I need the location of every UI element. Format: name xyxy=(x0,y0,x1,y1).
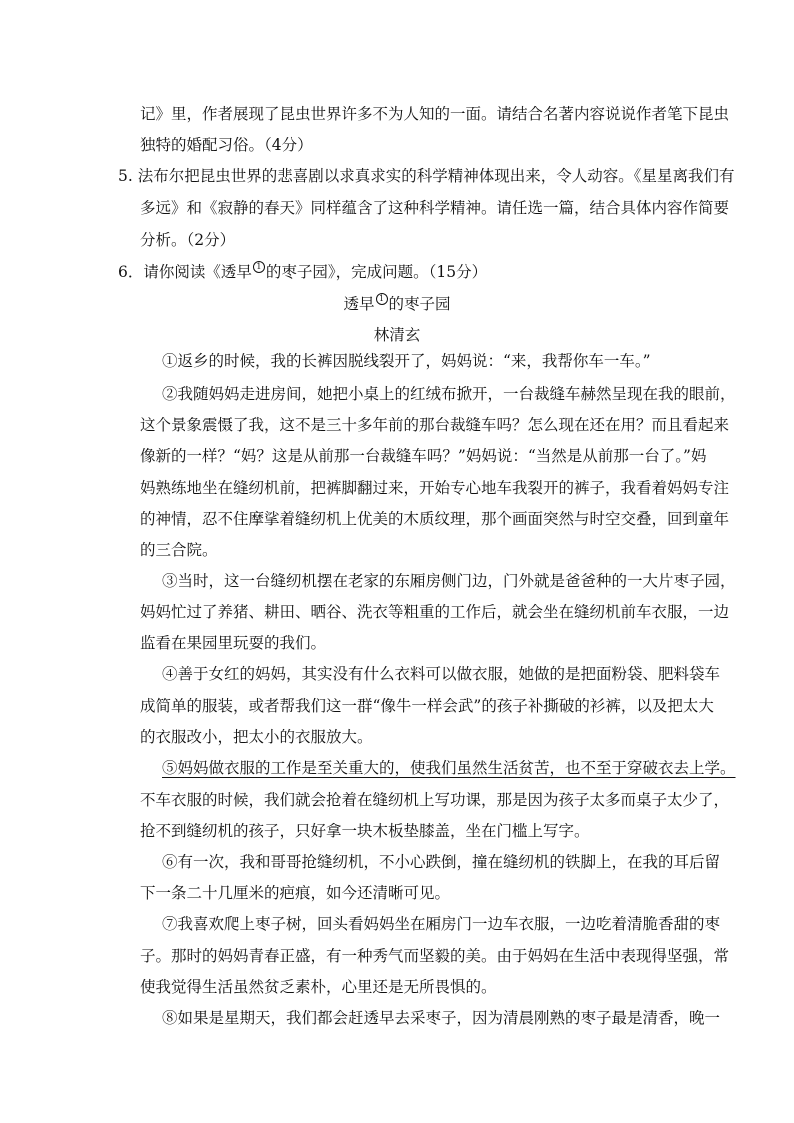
title-text-before: 透早 xyxy=(343,295,375,313)
para-2-line-1: ②我随妈妈走进房间，她把小桌上的红绒布掀开，一台裁缝车赫然呈现在我的眼前， xyxy=(162,385,736,403)
para-8-line-1: ⑧如果是星期天，我们都会赶透早去采枣子，因为清晨刚熟的枣子最是清香，晚一 xyxy=(162,1009,721,1027)
q5-line-3: 分析。（2分） xyxy=(140,231,236,249)
para-7-line-2: 子。那时的妈妈青春正盛，有一种秀气而坚毅的美。由于妈妈在生活中表现得坚强，常 xyxy=(140,947,730,965)
q4-line-2: 独特的婚配习俗。（4分） xyxy=(140,136,313,154)
q4-line-1: 记》里，作者展现了昆虫世界许多不为人知的一面。请结合名著内容说说作者笔下昆虫 xyxy=(140,105,730,123)
para-2-line-4: 妈熟练地坐在缝纫机前，把裤脚翻过来，开始专心地车我裂开的裤子，我看着妈妈专注 xyxy=(140,479,730,497)
article-author: 林清玄 xyxy=(373,326,421,344)
para-1-line-1: ①返乡的时候，我的长裤因脱线裂开了，妈妈说：“来，我帮你车一车。” xyxy=(162,352,651,370)
para-5-underlined-sentence: ⑤妈妈做衣服的工作是至关重大的，使我们虽然生活贫苦，也不至于穿破衣去上学。 xyxy=(162,759,736,777)
para-4-line-3: 的衣服改小，把太小的衣服放大。 xyxy=(140,728,373,746)
para-2-line-3: 像新的一样？“妈？这是从前那一台裁缝车吗？”妈妈说：“当然是从前那一台了。”妈 xyxy=(140,447,707,465)
q6-text-after: 的枣子园》，完成问题。（15分） xyxy=(265,263,488,281)
para-2-line-2: 这个景象震慑了我，这不是三十多年前的那台裁缝车吗？怎么现在还在用？而且看起来 xyxy=(140,416,730,434)
para-5-line-3: 抢不到缝纫机的孩子，只好拿一块木板垫膝盖，坐在门槛上写字。 xyxy=(140,822,590,840)
para-6-line-2: 下一条二十几厘米的疤痕，如今还清晰可见。 xyxy=(140,884,451,902)
para-3-line-3: 监看在果园里玩耍的我们。 xyxy=(140,634,327,652)
title-text-after: 的枣子园 xyxy=(388,295,451,313)
para-4-line-1: ④善于女红的妈妈，其实没有什么衣料可以做衣服，她做的是把面粉袋、肥料袋车 xyxy=(162,665,721,683)
footnote-mark-1: 1 xyxy=(253,261,265,273)
para-2-line-6: 的三合院。 xyxy=(140,541,218,559)
article-title xyxy=(0,293,794,314)
para-6-line-1: ⑥有一次，我和哥哥抢缝纫机，不小心跌倒，撞在缝纫机的铁脚上，在我的耳后留 xyxy=(162,853,721,871)
q5-line-2: 多远》和《寂静的春天》同样蕴含了这种科学精神。请任选一篇，结合具体内容作简要 xyxy=(140,199,730,217)
para-4-line-2: 成简单的服装，或者帮我们这一群“像牛一样会武”的孩子补撕破的衫裤，以及把太大 xyxy=(140,697,714,715)
q6-text-before: 6．请你阅读《透早 xyxy=(118,263,252,281)
para-3-line-2: 妈妈忙过了养猪、耕田、晒谷、洗衣等粗重的工作后，就会坐在缝纫机前车衣服，一边 xyxy=(140,603,730,621)
para-7-line-1: ⑦我喜欢爬上枣子树，回头看妈妈坐在厢房门一边车衣服，一边吃着清脆香甜的枣 xyxy=(162,915,721,933)
q6-prompt xyxy=(118,261,487,282)
title-footnote-mark: 1 xyxy=(376,293,388,305)
para-2-line-5: 的神情，忍不住摩挲着缝纫机上优美的木质纹理，那个画面突然与时空交叠，回到童年 xyxy=(140,510,730,528)
para-3-line-1: ③当时，这一台缝纫机摆在老家的东厢房侧门边，门外就是爸爸种的一大片枣子园， xyxy=(162,572,736,590)
q5-line-1: 5. 法布尔把昆虫世界的悲喜剧以求真求实的科学精神体现出来，令人动容。《星星离我们有 xyxy=(118,167,735,185)
para-5-line-2: 不车衣服的时候，我们就会抢着在缝纫机上写功课，那是因为孩子太多而桌子太少了， xyxy=(140,791,730,809)
para-7-line-3: 使我觉得生活虽然贫乏素朴，心里还是无所畏惧的。 xyxy=(140,978,497,996)
